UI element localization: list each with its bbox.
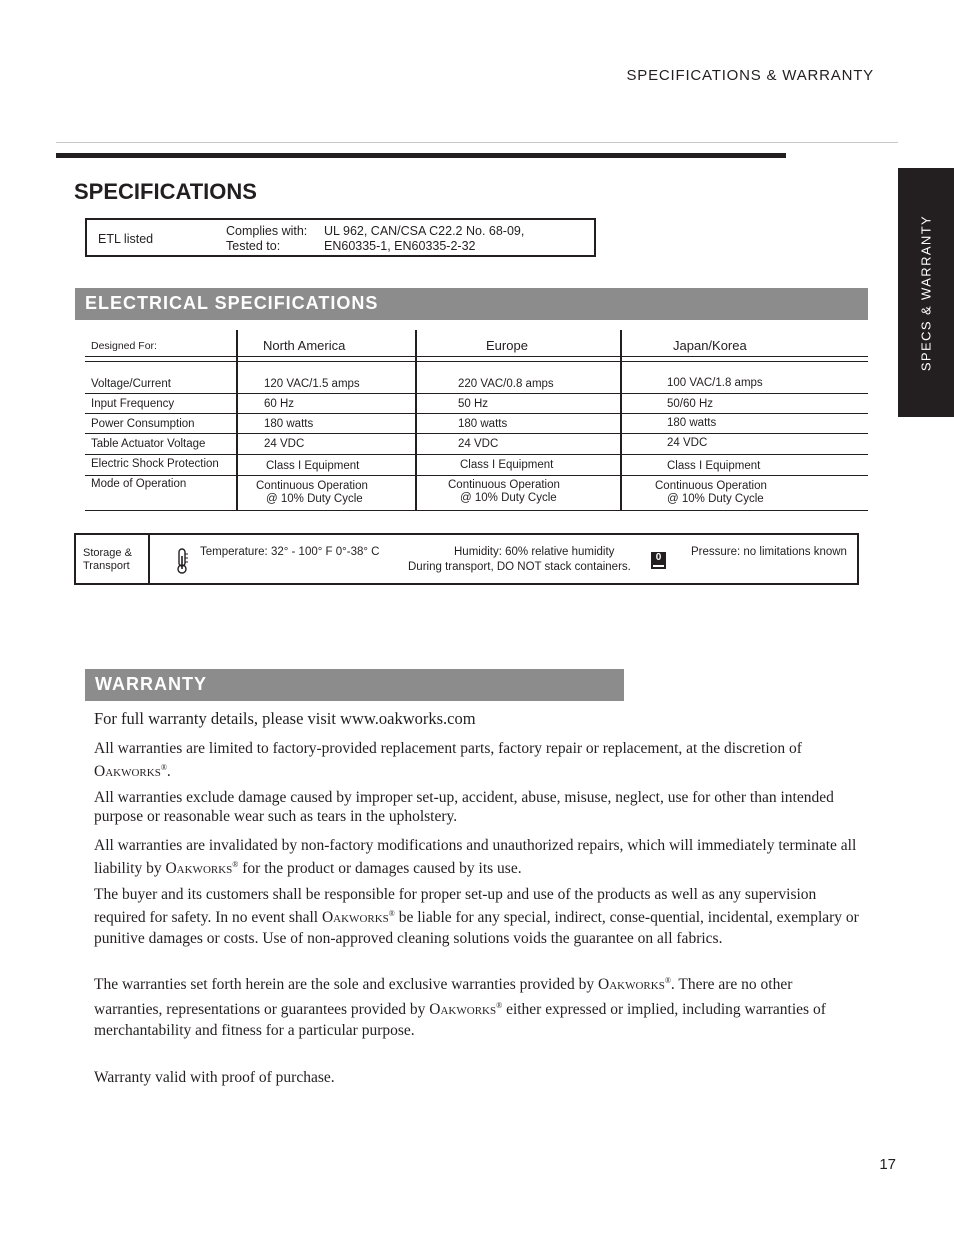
table-rule [85, 361, 868, 362]
warranty-paragraph: The buyer and its customers shall be responsible for proper set-up and use of the products as well as any supervision required for safety. In no event shall OAKWORKS® be liable for any special, indirect, conse-quential, incidental, exemplary or punitive damages or costs. Use of non-approved cleaning solutions voids the guarantee on all fabrics. [94, 886, 859, 948]
table-cell: 100 VAC/1.8 amps [667, 377, 763, 389]
storage-label: Storage & [83, 547, 132, 559]
table-rule [85, 475, 868, 476]
column-header: Japan/Korea [673, 338, 747, 353]
warranty-paragraph: All warranties are invalidated by non-factory modifications and unauthorized repairs, which will immediately terminate all liability by OAKWORKS® for the product or damages caused by its use. [94, 837, 857, 878]
warranty-paragraph: All warranties are limited to factory-provided replacement parts, factory repair or replacement, at the discretion of OAKWORKS®. [94, 740, 802, 781]
table-divider [620, 330, 622, 511]
warranty-bar: WARRANTY [85, 669, 624, 701]
tested-value: EN60335-1, EN60335-2-32 [324, 239, 476, 253]
header-rule-thin [56, 142, 898, 143]
complies-value: UL 962, CAN/CSA C22.2 No. 68-09, [324, 224, 525, 238]
table-cell: 24 VDC [667, 437, 708, 449]
no-stack-icon: 0 [651, 552, 666, 569]
section-side-tab [898, 168, 954, 417]
row-label: Table Actuator Voltage [91, 438, 206, 450]
warranty-lead: For full warranty details, please visit www.oakworks.com [94, 709, 476, 728]
electrical-specifications-bar: ELECTRICAL SPECIFICATIONS [75, 288, 868, 320]
table-rule [85, 356, 868, 357]
storage-transport-box [74, 533, 859, 585]
table-divider [236, 330, 238, 511]
row-label: Mode of Operation [91, 478, 187, 490]
table-cell: 60 Hz [264, 398, 295, 410]
transport-label: Transport [83, 560, 130, 572]
designed-for-label: Designed For: [91, 340, 157, 352]
specifications-title: SPECIFICATIONS [74, 179, 257, 204]
table-cell: Continuous Operation [655, 480, 767, 492]
table-cell: 180 watts [264, 418, 314, 430]
table-rule [85, 393, 868, 394]
table-cell: 120 VAC/1.5 amps [264, 378, 360, 390]
table-cell: Continuous Operation [448, 479, 560, 491]
temperature-text: Temperature: 32° - 100° F 0°-38° C [200, 546, 380, 558]
table-cell: @ 10% Duty Cycle [460, 492, 557, 504]
table-cell: 180 watts [667, 417, 717, 429]
table-cell: Class I Equipment [667, 460, 761, 472]
table-cell: 220 VAC/0.8 amps [458, 378, 554, 390]
page-number: 17 [879, 1156, 896, 1173]
etl-label: ETL listed [98, 232, 154, 246]
table-cell: @ 10% Duty Cycle [667, 493, 764, 505]
humidity-text: Humidity: 60% relative humidity [454, 546, 615, 558]
stacking-text: During transport, DO NOT stack containers. [408, 561, 631, 573]
row-label: Voltage/Current [91, 378, 171, 390]
row-label: Electric Shock Protection [91, 458, 219, 470]
table-cell: Continuous Operation [256, 480, 368, 492]
column-header: North America [263, 338, 346, 353]
warranty-paragraph: All warranties exclude damage caused by improper set-up, accident, abuse, misuse, neglect, use for other than intended purpose or reasonable wear such as tears in the upholstery. [94, 789, 834, 825]
row-label: Input Frequency [91, 398, 175, 410]
thermometer-icon [174, 548, 190, 574]
table-rule [85, 510, 868, 511]
table-cell: Class I Equipment [460, 459, 554, 471]
warranty-paragraph: The warranties set forth herein are the sole and exclusive warranties provided by OAKWORKS®. There are no other warranties, representations or guarantees provided by OAKWORKS® either expressed or implied, including warranties of merchantability and fitness for a particular purpose. [94, 976, 826, 1040]
table-cell: 50 Hz [458, 398, 489, 410]
table-rule [85, 433, 868, 434]
warranty-proof: Warranty valid with proof of purchase. [94, 1069, 335, 1086]
column-header: Europe [486, 338, 528, 353]
table-cell: 50/60 Hz [667, 398, 714, 410]
etl-box [85, 218, 596, 257]
complies-key: Complies with: [226, 224, 308, 238]
table-divider [415, 330, 417, 511]
storage-divider [148, 535, 150, 583]
table-cell: Class I Equipment [266, 460, 360, 472]
header-rule-thick [56, 153, 786, 158]
table-rule [85, 413, 868, 414]
table-cell: 24 VDC [264, 438, 305, 450]
running-header: SPECIFICATIONS & WARRANTY [626, 67, 874, 84]
tested-key: Tested to: [226, 239, 281, 253]
table-cell: 24 VDC [458, 438, 499, 450]
table-cell: @ 10% Duty Cycle [266, 493, 363, 505]
row-label: Power Consumption [91, 418, 195, 430]
side-tab-label: SPECS & WARRANTY [918, 214, 934, 371]
table-rule [85, 454, 868, 455]
table-cell: 180 watts [458, 418, 508, 430]
pressure-text: Pressure: no limitations known [691, 546, 847, 558]
